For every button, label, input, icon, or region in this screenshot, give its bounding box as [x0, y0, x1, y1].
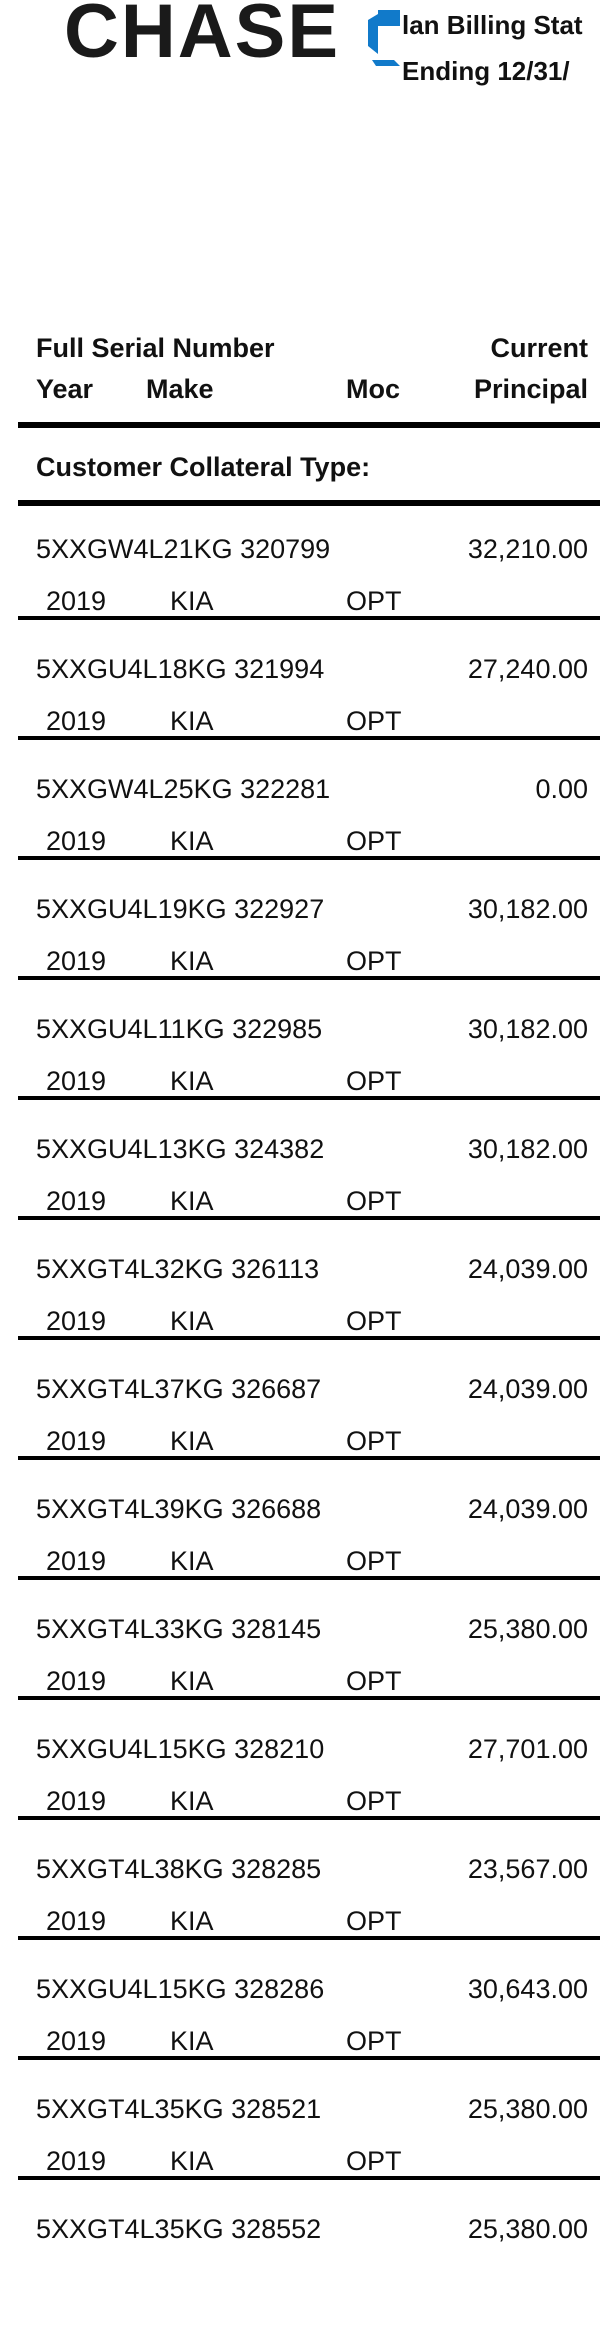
current-principal: 24,039.00 — [467, 1254, 588, 1284]
serial-number: 5XXGU4L15KG 328286 — [36, 1974, 325, 2004]
table-row — [0, 980, 600, 1100]
vehicle-make: KIA — [170, 1186, 214, 1216]
vehicle-make: KIA — [170, 1786, 214, 1816]
current-principal: 25,380.00 — [467, 2094, 588, 2124]
table-row — [0, 740, 600, 860]
serial-number: 5XXGT4L37KG 326687 — [36, 1374, 322, 1404]
column-header-principal-line2: Principal — [473, 374, 588, 404]
statement-period: Ending 12/31/ — [402, 56, 570, 86]
current-principal: 24,039.00 — [467, 1374, 588, 1404]
current-principal: 0.00 — [535, 774, 588, 804]
vehicle-make: KIA — [170, 946, 214, 976]
column-header-model: Moc — [346, 374, 400, 404]
vehicle-year: 2019 — [46, 2146, 107, 2176]
table-row — [0, 500, 600, 620]
column-header-principal-line1: Current — [490, 333, 588, 363]
vehicle-year: 2019 — [46, 1546, 107, 1576]
serial-number: 5XXGU4L18KG 321994 — [36, 654, 325, 684]
table-row — [0, 2180, 600, 2300]
current-principal: 25,380.00 — [467, 1614, 588, 1644]
vehicle-make: KIA — [170, 706, 214, 736]
vehicle-year: 2019 — [46, 706, 107, 736]
serial-number: 5XXGW4L25KG 322281 — [36, 774, 331, 804]
vehicle-year: 2019 — [46, 1306, 107, 1336]
vehicle-make: KIA — [170, 1666, 214, 1696]
current-principal: 24,039.00 — [467, 1494, 588, 1524]
collateral-table — [0, 500, 600, 2300]
vehicle-model: OPT — [346, 1906, 402, 1936]
vehicle-make: KIA — [170, 1066, 214, 1096]
vehicle-year: 2019 — [46, 2026, 107, 2056]
vehicle-make: KIA — [170, 1426, 214, 1456]
current-principal: 32,210.00 — [467, 534, 588, 564]
column-header-make: Make — [146, 374, 214, 404]
vehicle-make: KIA — [170, 2026, 214, 2056]
serial-number: 5XXGU4L13KG 324382 — [36, 1134, 325, 1164]
table-row — [0, 2060, 600, 2180]
table-row — [0, 1580, 600, 1700]
vehicle-model: OPT — [346, 2026, 402, 2056]
serial-number: 5XXGT4L38KG 328285 — [36, 1854, 322, 1884]
vehicle-year: 2019 — [46, 1426, 107, 1456]
current-principal: 30,182.00 — [467, 894, 588, 924]
chase-logo-text: CHASE — [64, 0, 341, 74]
vehicle-make: KIA — [170, 586, 214, 616]
vehicle-model: OPT — [346, 2146, 402, 2176]
group-title: Customer Collateral Type: — [36, 452, 371, 482]
vehicle-model: OPT — [346, 1426, 402, 1456]
vehicle-model: OPT — [346, 1546, 402, 1576]
vehicle-model: OPT — [346, 1186, 402, 1216]
table-row — [0, 620, 600, 740]
serial-number: 5XXGU4L15KG 328210 — [36, 1734, 325, 1764]
current-principal: 25,380.00 — [467, 2214, 588, 2244]
serial-number: 5XXGT4L32KG 326113 — [36, 1254, 320, 1284]
serial-number: 5XXGT4L35KG 328552 — [36, 2214, 322, 2244]
table-row — [0, 1100, 600, 1220]
vehicle-model: OPT — [346, 946, 402, 976]
vehicle-year: 2019 — [46, 1906, 107, 1936]
vehicle-year: 2019 — [46, 1786, 107, 1816]
chase-octagon-logo-icon — [368, 10, 400, 66]
vehicle-model: OPT — [346, 706, 402, 736]
vehicle-model: OPT — [346, 826, 402, 856]
current-principal: 23,567.00 — [467, 1854, 588, 1884]
vehicle-year: 2019 — [46, 826, 107, 856]
serial-number: 5XXGT4L39KG 326688 — [36, 1494, 322, 1524]
serial-number: 5XXGT4L33KG 328145 — [36, 1614, 322, 1644]
current-principal: 27,240.00 — [467, 654, 588, 684]
serial-number: 5XXGU4L19KG 322927 — [36, 894, 325, 924]
vehicle-model: OPT — [346, 1066, 402, 1096]
vehicle-year: 2019 — [46, 586, 107, 616]
vehicle-year: 2019 — [46, 1066, 107, 1096]
serial-number: 5XXGU4L11KG 322985 — [36, 1014, 323, 1044]
table-row — [0, 1700, 600, 1820]
vehicle-model: OPT — [346, 586, 402, 616]
vehicle-year: 2019 — [46, 946, 107, 976]
serial-number: 5XXGT4L35KG 328521 — [36, 2094, 322, 2124]
column-header-year: Year — [36, 374, 94, 404]
current-principal: 30,643.00 — [467, 1974, 588, 2004]
table-row — [0, 1220, 600, 1340]
table-row — [0, 860, 600, 980]
statement-header — [0, 0, 600, 110]
table-row — [0, 1340, 600, 1460]
vehicle-make: KIA — [170, 826, 214, 856]
vehicle-make: KIA — [170, 1546, 214, 1576]
vehicle-year: 2019 — [46, 1666, 107, 1696]
header-divider — [18, 422, 600, 428]
vehicle-model: OPT — [346, 1666, 402, 1696]
vehicle-make: KIA — [170, 1306, 214, 1336]
vehicle-model: OPT — [346, 1306, 402, 1336]
vehicle-make: KIA — [170, 2146, 214, 2176]
table-row — [0, 1940, 600, 2060]
current-principal: 30,182.00 — [467, 1134, 588, 1164]
vehicle-make: KIA — [170, 1906, 214, 1936]
current-principal: 30,182.00 — [467, 1014, 588, 1044]
vehicle-model: OPT — [346, 1786, 402, 1816]
table-row — [0, 1820, 600, 1940]
column-header-serial: Full Serial Number — [36, 333, 275, 363]
statement-title: lan Billing Stat — [402, 10, 583, 40]
vehicle-year: 2019 — [46, 1186, 107, 1216]
table-row — [0, 1460, 600, 1580]
current-principal: 27,701.00 — [467, 1734, 588, 1764]
serial-number: 5XXGW4L21KG 320799 — [36, 534, 331, 564]
